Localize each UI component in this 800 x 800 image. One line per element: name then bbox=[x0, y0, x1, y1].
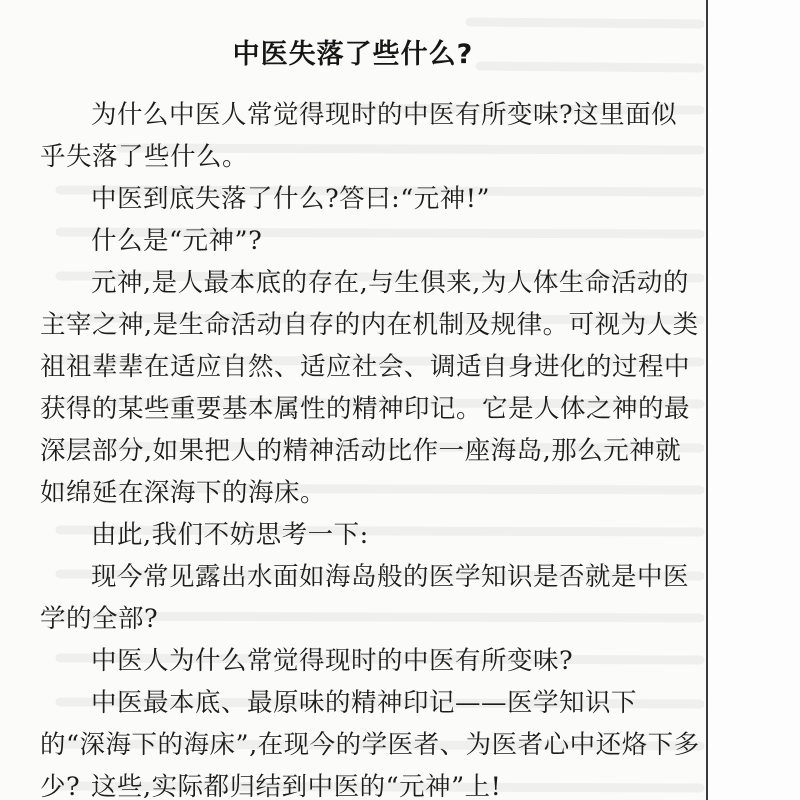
paragraph-7: 中医人为什么常觉得现时的中医有所变味? bbox=[91, 646, 574, 676]
paragraph-3: 什么是“元神”? bbox=[91, 226, 263, 256]
paragraph-1: 为什么中医人常觉得现时的中医有所变味?这里面似乎失落了些什么。 bbox=[40, 100, 678, 172]
adjacent-page-margin bbox=[708, 0, 800, 800]
page-title: 中医失落了些什么? bbox=[232, 39, 474, 70]
paragraph-8: 中医最本底、最原味的精神印记——医学知识下的“深海下的海床”,在现今的学医者、为医者心中还烙下多少? bbox=[40, 688, 700, 800]
paragraph-5: 由此,我们不妨思考一下: bbox=[91, 520, 369, 550]
paragraph-4: 元神,是人最本底的存在,与生俱来,为人体生命活动的主宰之神,是生命活动自存的内在机制及规律。可视为人类祖祖辈辈在适应自然、适应社会、调适自身进化的过程中获得的某些重要基本属性的精神印记。它是人体之神的最深层部分,如果把人的精神活动比作一座海岛,那么元神就如绵延在深海下的海床。 bbox=[40, 268, 699, 508]
paragraph-2: 中医到底失落了什么?答曰:“元神!” bbox=[91, 184, 491, 214]
paragraph-6: 现今常见露出水面如海岛般的医学知识是否就是中医学的全部? bbox=[40, 562, 690, 634]
paragraph-9: 这些,实际都归结到中医的“元神”上! bbox=[91, 772, 502, 800]
